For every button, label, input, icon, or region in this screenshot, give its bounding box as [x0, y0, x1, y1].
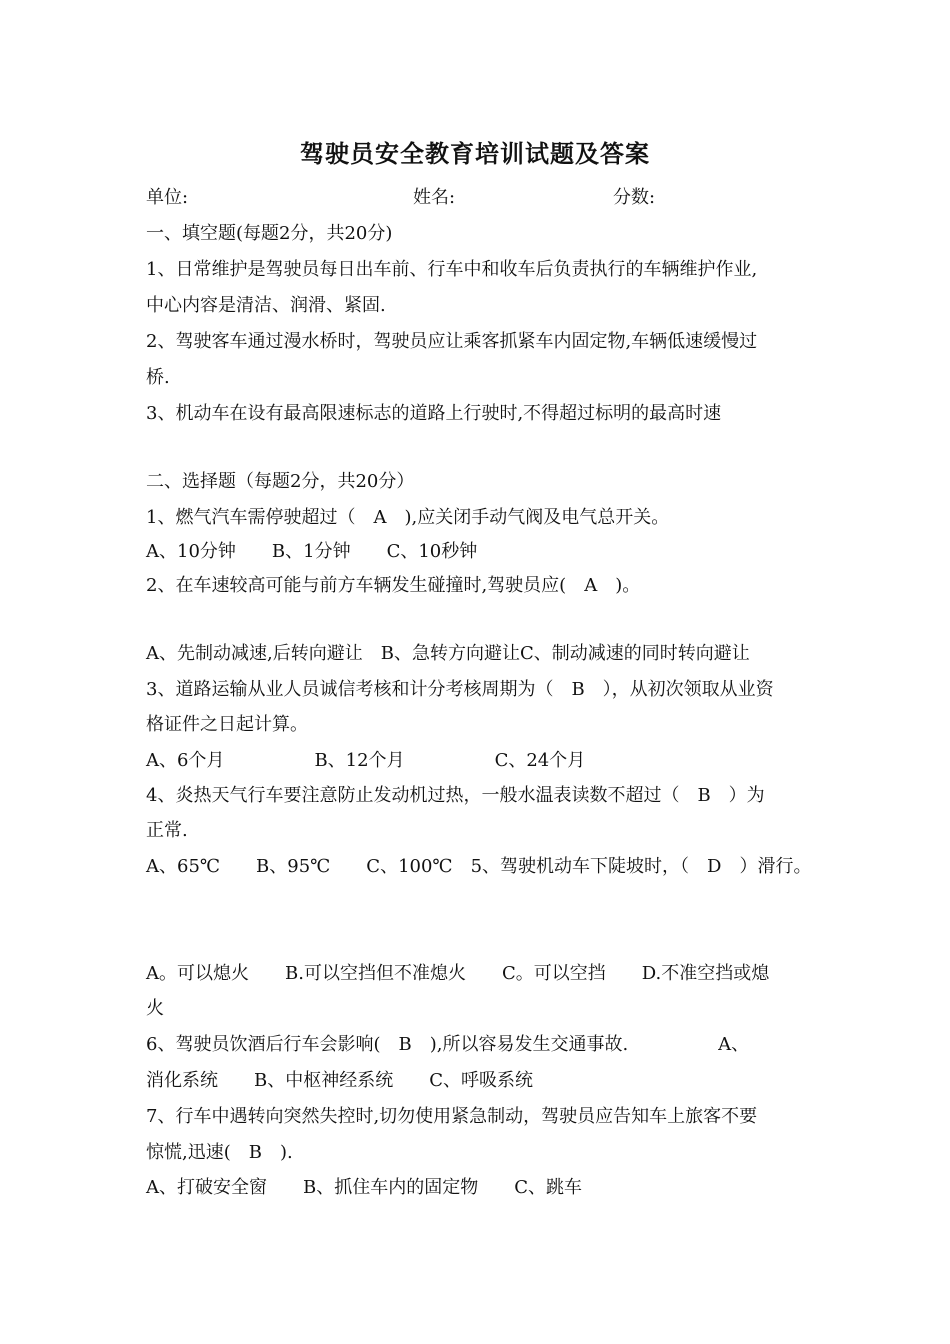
options-line: A。可以熄火 B.可以空挡但不准熄火 C。可以空挡 D.不准空挡或熄: [146, 963, 770, 984]
question-line: 6、驾驶员饮酒后行车会影响( B ),所以容易发生交通事故. A、: [146, 1034, 750, 1055]
options-line: A、先制动减速,后转向避让 B、急转方向避让C、制动减速的同时转向避让: [146, 643, 750, 664]
question-line: 格证件之日起计算。: [146, 714, 308, 735]
unit-label: 单位:: [146, 187, 189, 208]
question-line: 正常.: [146, 820, 188, 841]
section-choice-heading: 二、选择题（每题2分，共20分）: [146, 471, 415, 492]
options-line: A、65℃ B、95℃ C、100℃ 5、驾驶机动车下陡坡时，（ D ）滑行。: [146, 856, 812, 877]
question-line: 中心内容是清洁、润滑、紧固.: [146, 295, 386, 316]
question-line: 2、在车速较高可能与前方车辆发生碰撞时,驾驶员应( A )。: [146, 575, 641, 596]
question-line: 桥.: [146, 367, 170, 388]
question-line: 1、日常维护是驾驶员每日出车前、行车中和收车后负责执行的车辆维护作业,: [146, 259, 758, 280]
score-label: 分数:: [613, 187, 656, 208]
question-line: 1、燃气汽车需停驶超过（ A ),应关闭手动气阀及电气总开关。: [146, 507, 670, 528]
document-title: 驾驶员安全教育培训试题及答案: [300, 139, 650, 168]
question-line: 2、驾驶客车通过漫水桥时，驾驶员应让乘客抓紧车内固定物,车辆低速缓慢过: [146, 331, 758, 352]
section-fill-heading: 一、填空题(每题2分，共20分): [146, 223, 393, 244]
question-line: 3、道路运输从业人员诚信考核和计分考核周期为（ B ），从初次领取从业资: [146, 679, 774, 700]
options-line: 消化系统 B、中枢神经系统 C、呼吸系统: [146, 1070, 533, 1091]
name-label: 姓名:: [413, 187, 456, 208]
header-fields: [146, 186, 846, 210]
question-line: 4、炎热天气行车要注意防止发动机过热，一般水温表读数不超过（ B ）为: [146, 785, 765, 806]
question-line: 惊慌,迅速( B ).: [146, 1142, 293, 1163]
question-line: 7、行车中遇转向突然失控时,切勿使用紧急制动，驾驶员应告知车上旅客不要: [146, 1106, 758, 1127]
options-line: 火: [146, 998, 164, 1019]
question-line: 3、机动车在设有最高限速标志的道路上行驶时,不得超过标明的最高时速: [146, 403, 722, 424]
options-line: A、打破安全窗 B、抓住车内的固定物 C、跳车: [146, 1177, 582, 1198]
options-line: A、10分钟 B、1分钟 C、10秒钟: [146, 541, 478, 562]
options-line: A、6个月 B、12个月 C、24个月: [146, 750, 586, 771]
